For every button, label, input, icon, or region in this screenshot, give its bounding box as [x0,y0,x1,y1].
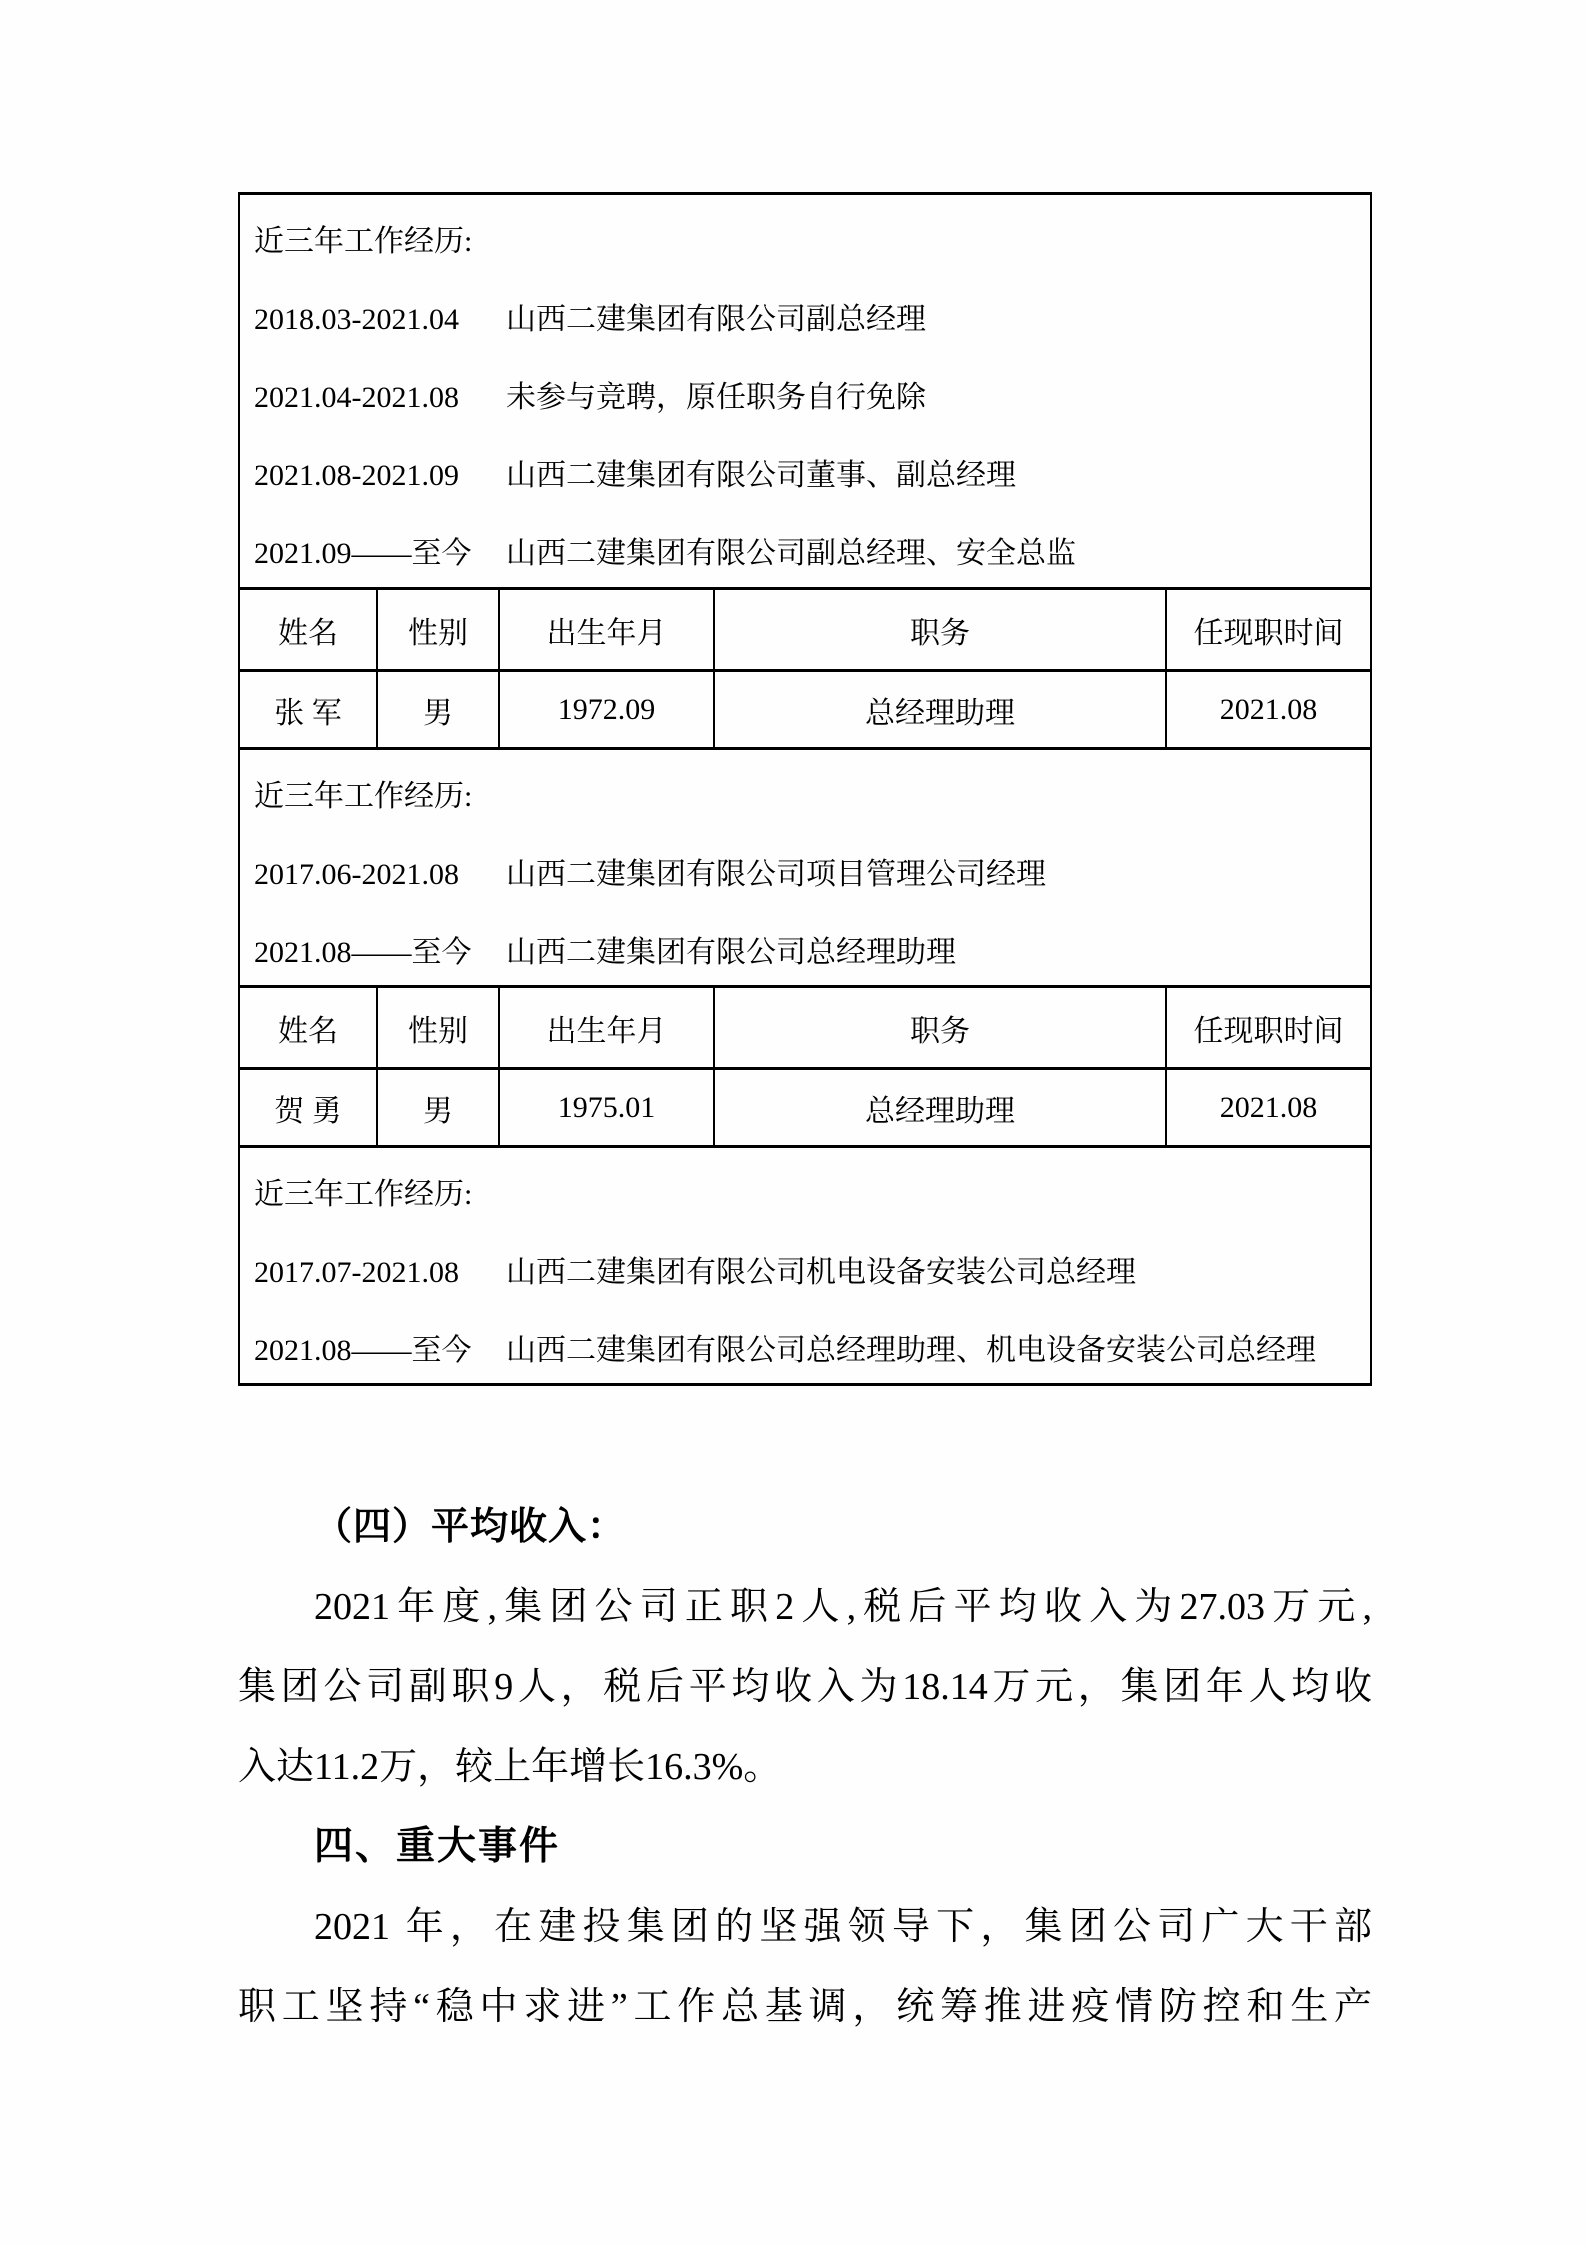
history-role: 山西二建集团有限公司副总经理 [506,303,926,336]
history-role: 山西二建集团有限公司机电设备安装公司总经理 [506,1256,1136,1289]
cell-position: 总经理助理 [713,672,1165,747]
income-paragraph-line: 集团公司副职9人，税后平均收入为18.14万元，集团年人均收 [238,1666,1372,1708]
history-block-1 [240,195,1370,587]
income-paragraph-line: 2021年度,集团公司正职2人,税后平均收入为27.03万元, [314,1586,1372,1628]
header-gender: 性别 [376,988,498,1067]
history-label: 近三年工作经历: [254,780,473,813]
table-header-row [240,587,1370,669]
cell-since: 2021.08 [1165,1070,1370,1145]
history-entry [254,914,1360,985]
history-role: 山西二建集团有限公司项目管理公司经理 [506,858,1046,891]
section-heading-events: 四、重大事件 [314,1825,561,1868]
history-role: 山西二建集团有限公司总经理助理、机电设备安装公司总经理 [506,1334,1316,1367]
history-role: 山西二建集团有限公司董事、副总经理 [506,459,1016,492]
history-role: 未参与竞聘，原任职务自行免除 [506,381,926,414]
history-entry [254,281,1360,359]
history-period: 2017.06-2021.08 [254,858,459,891]
cell-birth: 1972.09 [498,672,713,747]
cell-name: 贺 勇 [274,1094,342,1128]
table-row-person-1 [240,669,1370,747]
header-name: 姓名 [278,616,338,650]
header-since: 任现职时间 [1165,988,1370,1067]
history-period: 2021.09——至今 [254,537,472,570]
cell-birth: 1975.01 [498,1070,713,1145]
table-header-row [240,985,1370,1067]
cell-gender: 男 [376,672,498,747]
history-entry [254,1312,1360,1383]
history-period: 2021.04-2021.08 [254,381,459,414]
history-entry [254,437,1360,515]
cell-gender: 男 [376,1070,498,1145]
header-gender: 性别 [376,590,498,669]
history-label: 近三年工作经历: [254,225,473,258]
body-text [238,1487,1372,2047]
history-role: 山西二建集团有限公司副总经理、安全总监 [506,537,1076,570]
history-entry [254,836,1360,914]
header-position: 职务 [713,590,1165,669]
cell-name: 张 军 [274,696,342,730]
header-since: 任现职时间 [1165,590,1370,669]
history-role: 山西二建集团有限公司总经理助理 [506,936,956,969]
events-paragraph-line: 2021 年，在建投集团的坚强领导下，集团公司广大干部 [314,1906,1372,1948]
events-paragraph-line: 职工坚持“稳中求进”工作总基调，统筹推进疫情防控和生产 [238,1986,1372,2028]
income-paragraph-line: 入达11.2万，较上年增长16.3%。 [238,1746,782,1788]
cell-since: 2021.08 [1165,672,1370,747]
history-period: 2021.08——至今 [254,1334,472,1367]
history-period: 2017.07-2021.08 [254,1256,459,1289]
history-entry [254,359,1360,437]
history-block-3 [240,1145,1370,1383]
history-block-2 [240,747,1370,985]
section-heading-income: （四）平均收入： [314,1506,627,1548]
cell-position: 总经理助理 [713,1070,1165,1145]
history-label: 近三年工作经历: [254,1178,473,1211]
personnel-table [238,192,1372,1386]
history-entry [254,515,1360,587]
history-entry [254,1234,1360,1312]
header-birth: 出生年月 [498,590,713,669]
history-period: 2021.08-2021.09 [254,459,459,492]
history-period: 2018.03-2021.04 [254,303,459,336]
header-birth: 出生年月 [498,988,713,1067]
header-position: 职务 [713,988,1165,1067]
header-name: 姓名 [278,1014,338,1048]
table-row-person-2 [240,1067,1370,1145]
history-period: 2021.08——至今 [254,936,472,969]
